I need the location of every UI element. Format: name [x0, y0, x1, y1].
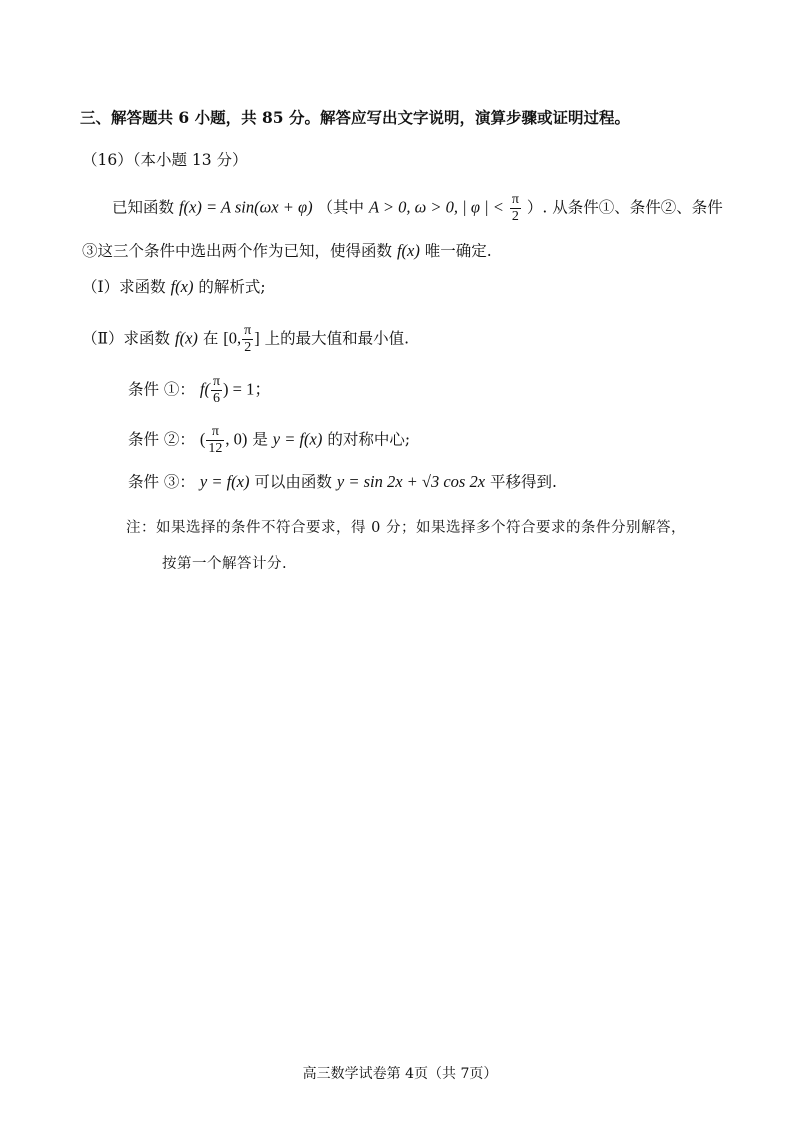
stem-text-b: （其中 [317, 198, 365, 217]
stem-text-a: 已知函数 [112, 198, 175, 217]
pi-over-12-fraction: $\frac{\pi}{12}$ [208, 424, 223, 456]
condition-3-label: 条件 ③： [128, 473, 195, 491]
question-stem-line2 [82, 241, 492, 261]
condition-2-text-c: 的对称中心; [327, 430, 411, 449]
fx-symbol: f(x) [170, 277, 194, 296]
condition-3-function: y = sin 2x + √3 cos 2x [336, 472, 486, 491]
fx-symbol: f(x) [396, 241, 420, 260]
condition-2-text-b: 是 [252, 430, 268, 449]
condition-2-rest: , 0) [225, 429, 248, 449]
part1-text-b: 的解析式; [198, 278, 266, 296]
condition-1 [128, 374, 271, 407]
condition-2-y: y = f(x) [272, 429, 323, 449]
condition-3 [128, 472, 557, 492]
pi-over-6-fraction: $\frac{\pi}{6}$ [212, 374, 221, 406]
stem-line2-text-b: 唯一确定. [424, 242, 492, 260]
stem-text-c: ）. 从条件①、条件②、条件 [526, 198, 723, 217]
part2-text-b: 在 [202, 329, 219, 348]
parameter-conditions: A > 0, ω > 0, | φ | < [368, 197, 504, 217]
condition-2-label: 条件 ②： [128, 430, 195, 449]
part1-text-a: （Ⅰ）求函数 [82, 278, 166, 296]
pi-over-2-fraction: $\frac{\pi}{2}$ [244, 323, 252, 355]
condition-2-open: ( [199, 429, 206, 449]
question-header: （16）（本小题 13 分） [82, 151, 248, 169]
condition-3-text-c: 平移得到. [489, 473, 557, 491]
condition-3-y: y = f(x) [199, 472, 250, 491]
part-1 [82, 277, 266, 297]
condition-1-label: 条件 ①： [128, 380, 195, 399]
stem-line2-text-a: ③这三个条件中选出两个作为已知，使得函数 [82, 242, 393, 260]
interval-close: ] [254, 328, 260, 348]
section-header: 三、解答题共 6 小题，共 85 分。解答应写出文字说明，演算步骤或证明过程。 [80, 108, 630, 127]
part-2 [82, 323, 409, 356]
note-line-2: 按第一个解答计分. [162, 556, 288, 572]
pi-over-2-fraction: $\frac{\pi}{2}$ [511, 192, 519, 224]
condition-3-text-b: 可以由函数 [254, 473, 332, 491]
note-line-1: 注：如果选择的条件不符合要求，得 0 分；如果选择多个符合要求的条件分别解答， [126, 520, 686, 536]
part2-text-a: （Ⅱ）求函数 [82, 329, 171, 348]
condition-1-rest: ) = 1； [223, 379, 271, 399]
fx-symbol: f(x) [174, 328, 198, 348]
part2-text-c: 上的最大值和最小值. [264, 329, 410, 348]
condition-1-f: f( [199, 379, 210, 399]
interval-open: [0, [223, 328, 242, 348]
function-expression: f(x) = A sin(ωx + φ) [178, 197, 313, 217]
condition-2 [128, 424, 410, 457]
page-footer: 高三数学试卷第 4页（共 7页） [302, 1066, 498, 1082]
question-stem-line1 [112, 192, 723, 225]
